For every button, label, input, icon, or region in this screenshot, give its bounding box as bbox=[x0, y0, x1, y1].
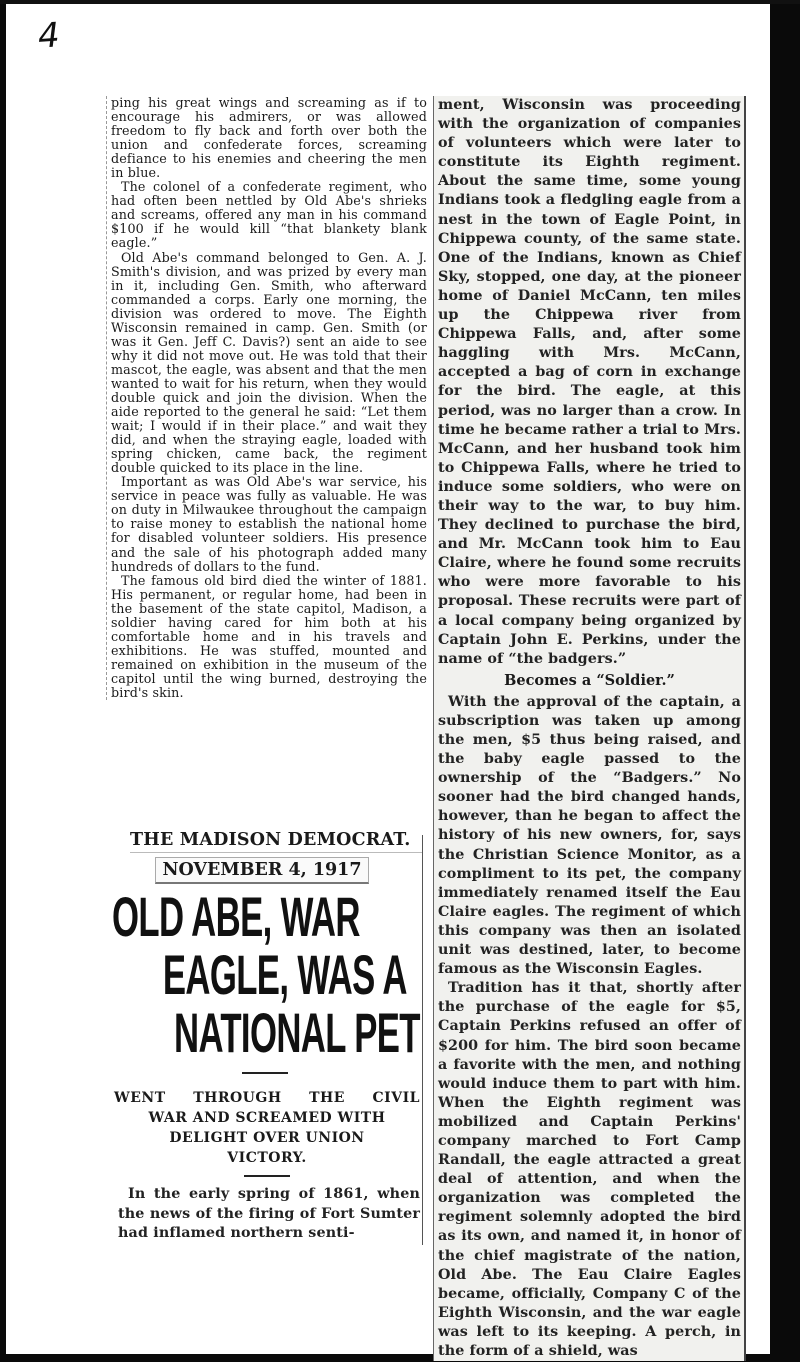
deck-line: WAR AND SCREAMED WITH bbox=[148, 1110, 386, 1126]
left-paragraph: ping his great wings and screaming as if to encourage his admirers, or was allowed freedom to fly back and forth over both the union and confederate forces, screaming defiance to his enemies and cheering the men in blue. bbox=[111, 95, 427, 181]
left-paragraph: The colonel of a confederate regiment, who had often been nettled by Old Abe's shrieks and screams, offered any man in his command $100 if he would kill “that blankety blank eagle.” bbox=[111, 179, 427, 251]
headline-line: EAGLE, WAS A bbox=[162, 943, 407, 1006]
lede-paragraph: In the early spring of 1861, when the news of the firing of Fort Sumter had inflamed northern senti- bbox=[118, 1186, 420, 1242]
publication-date: NOVEMBER 4, 1917 bbox=[155, 857, 369, 884]
left-paragraph: Important as was Old Abe's war service, his service in peace was fully as valuable. He was on duty in Milwaukee throughout the campaign to raise money to establish the national home for disabled volunteer soldiers. His presence and the sale of his photograph added many hundreds of dollars to the fund. bbox=[111, 474, 427, 574]
section-subhead: Becomes a “Soldier.” bbox=[504, 671, 675, 689]
deck-line: VICTORY. bbox=[227, 1150, 307, 1166]
deck-divider bbox=[244, 1175, 290, 1177]
deck-line: WENT THROUGH THE CIVIL bbox=[114, 1090, 420, 1106]
article-headline bbox=[112, 885, 420, 1064]
article-lede bbox=[118, 1185, 420, 1244]
left-paragraph: Old Abe's command belonged to Gen. A. J. Smith's division, and was prized by every man in it, including Gen. Smith, who afterward commanded a corps. Early one morning, the division was ordered to move. The Eighth Wisconsin remained in camp. Gen. Smith (or was it Gen. Jeff C. Davis?) sent an aide to see why it did not move out. He was told that their mascot, the eagle, was absent and that the men wanted to wait for his return, when they would double quick and join the division. When the aide reported to the general he said: “Let them wait; I would if in their place.” and wait they did, and when the straying eagle, loaded with spring chicken, came back, the regiment double quicked to its place in the line. bbox=[111, 249, 427, 476]
right-paragraph: With the approval of the captain, a subscription was taken up among the men, $5 thus being raised, and the baby eagle passed to the ownership of the “Badgers.” No sooner had the bird changed hands, however, than he began to affect the history of his new owners, for, says the Christian Science Monitor, as a compliment to its pet, the company immediately renamed itself the Eau Claire eagles. The regiment of which this company was then an isolated unit was destined, later, to become famous as the Wisconsin Eagles. bbox=[438, 693, 741, 978]
deck-line: DELIGHT OVER UNION bbox=[169, 1130, 365, 1146]
article-deck bbox=[114, 1088, 420, 1168]
right-paragraph: ment, Wisconsin was proceeding with the organization of companies of volunteers which were later to constitute its Eighth regiment. About the same time, some young Indians took a fledgling eagle from a nest in the town of Eagle Point, in Chippewa county, of the same state. One of the Indians, known as Chief Sky, stopped, one day, at the pioneer home of Daniel McCann, ten miles up the Chippewa river from Chippewa Falls, and, after some haggling with Mrs. McCann, accepted a bag of corn in exchange for the bird. The eagle, at this period, was no larger than a crow. In time he became rather a trial to Mrs. McCann, and her husband took him to Chippewa Falls, where he tried to induce some soldiers, who were on their way to the war, to buy him. They declined to purchase the bird, and Mr. McCann took him to Eau Claire, where he found some recruits who were more favorable to his proposal. These recruits were part of a local company being organized by Captain John E. Perkins, under the name of “the badgers.” bbox=[438, 97, 741, 667]
headline-divider bbox=[242, 1072, 288, 1074]
headline-line: NATIONAL PET bbox=[174, 1001, 420, 1064]
left-paragraph: The famous old bird died the winter of 1881. His permanent, or regular home, had been in the basement of the state capitol, Madison, a soldier having cared for him both at his comfortable home and in his travels and exhibitions. He was stuffed, mounted and remained on exhibition in the museum of the capitol until the wing burned, destroying the bird's skin. bbox=[111, 572, 427, 700]
right-paragraph: Tradition has it that, shortly after the purchase of the eagle for $5, Captain Perkins refused an offer of $200 for him. The bird soon became a favorite with the men, and nothing would induce them to part with him. When the Eighth regiment was mobilized and Captain Perkins' company marched to Fort Camp Randall, the eagle attracted a great deal of attention, and when the organization was completed the regiment solemnly adopted the bird as its own, and named it, in honor of the chief magistrate of the nation, Old Abe. The Eau Claire Eagles became, officially, Company C of the Eighth Wisconsin, and the war eagle was left to its keeping. A perch, in the form of a shield, was bbox=[438, 980, 741, 1359]
publication-masthead: THE MADISON DEMOCRAT. bbox=[130, 830, 422, 853]
handwritten-page-number: 4 bbox=[36, 15, 62, 57]
right-column bbox=[433, 96, 746, 1361]
headline-line: OLD ABE, WAR bbox=[112, 885, 360, 948]
column-rule bbox=[422, 835, 423, 1245]
left-column bbox=[106, 96, 427, 700]
